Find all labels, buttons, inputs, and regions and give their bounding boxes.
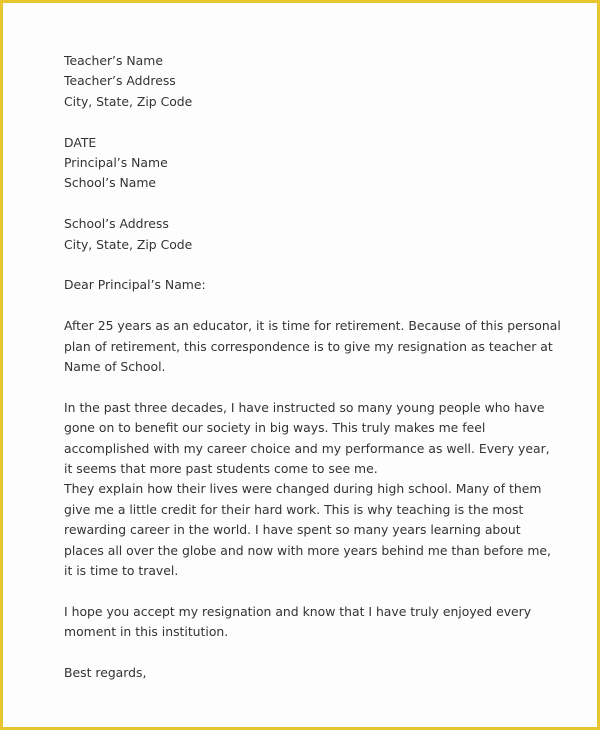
spacer: [64, 643, 564, 663]
paragraph-3: [64, 602, 564, 643]
sender-name: Teacher’s Name: [64, 53, 163, 68]
sender-city-state-zip: City, State, Zip Code: [64, 93, 193, 109]
sender-block: [64, 51, 564, 112]
paragraph-line: rewarding career in the world. I have spent so many years learning about: [64, 522, 521, 538]
spacer: [64, 255, 564, 275]
paragraph-line: gone on to benefit our society in big ways. This truly makes me feel: [64, 420, 486, 436]
paragraph-line: Name of School.: [64, 359, 166, 375]
paragraph-line: plan of retirement, this correspondence is to give my resignation as teacher at: [64, 338, 553, 354]
spacer: [64, 194, 564, 214]
recipient-name: Principal’s Name: [64, 155, 168, 171]
paragraph-line: places all over the globe and now with more years behind me than before me,: [64, 542, 551, 558]
paragraph-line: They explain how their lives were changed during high school. Many of them: [64, 481, 542, 497]
closing: Best regards,: [64, 665, 147, 681]
spacer: [64, 112, 564, 132]
paragraph-line: After 25 years as an educator, it is time for retirement. Because of this personal: [64, 318, 561, 334]
paragraph-line: it seems that more past students come to see me.: [64, 461, 378, 477]
recipient-school: School’s Name: [64, 175, 157, 191]
letter-body: [64, 51, 564, 683]
paragraph-1: [64, 316, 564, 377]
spacer: [64, 581, 564, 601]
sender-address: Teacher’s Address: [64, 73, 176, 89]
recipient-address: School’s Address: [64, 216, 169, 232]
spacer: [64, 377, 564, 397]
letter-date: DATE: [64, 134, 97, 150]
recipient-block: [64, 153, 564, 255]
paragraph-line: moment in this institution.: [64, 624, 229, 640]
paragraph-line: accomplished with my career choice and my performance as well. Every year,: [64, 440, 550, 456]
spacer: [64, 296, 564, 316]
paragraph-line: I hope you accept my resignation and know that I have truly enjoyed every: [64, 603, 532, 619]
paragraph-line: give me a little credit for their hard work. This is why teaching is the most: [64, 501, 524, 517]
paragraph-line: In the past three decades, I have instructed so many young people who have: [64, 399, 545, 415]
paragraph-2: [64, 398, 564, 582]
salutation: Dear Principal’s Name:: [64, 277, 206, 293]
recipient-city-state-zip: City, State, Zip Code: [64, 236, 193, 252]
paragraph-line: it is time to travel.: [64, 563, 179, 579]
